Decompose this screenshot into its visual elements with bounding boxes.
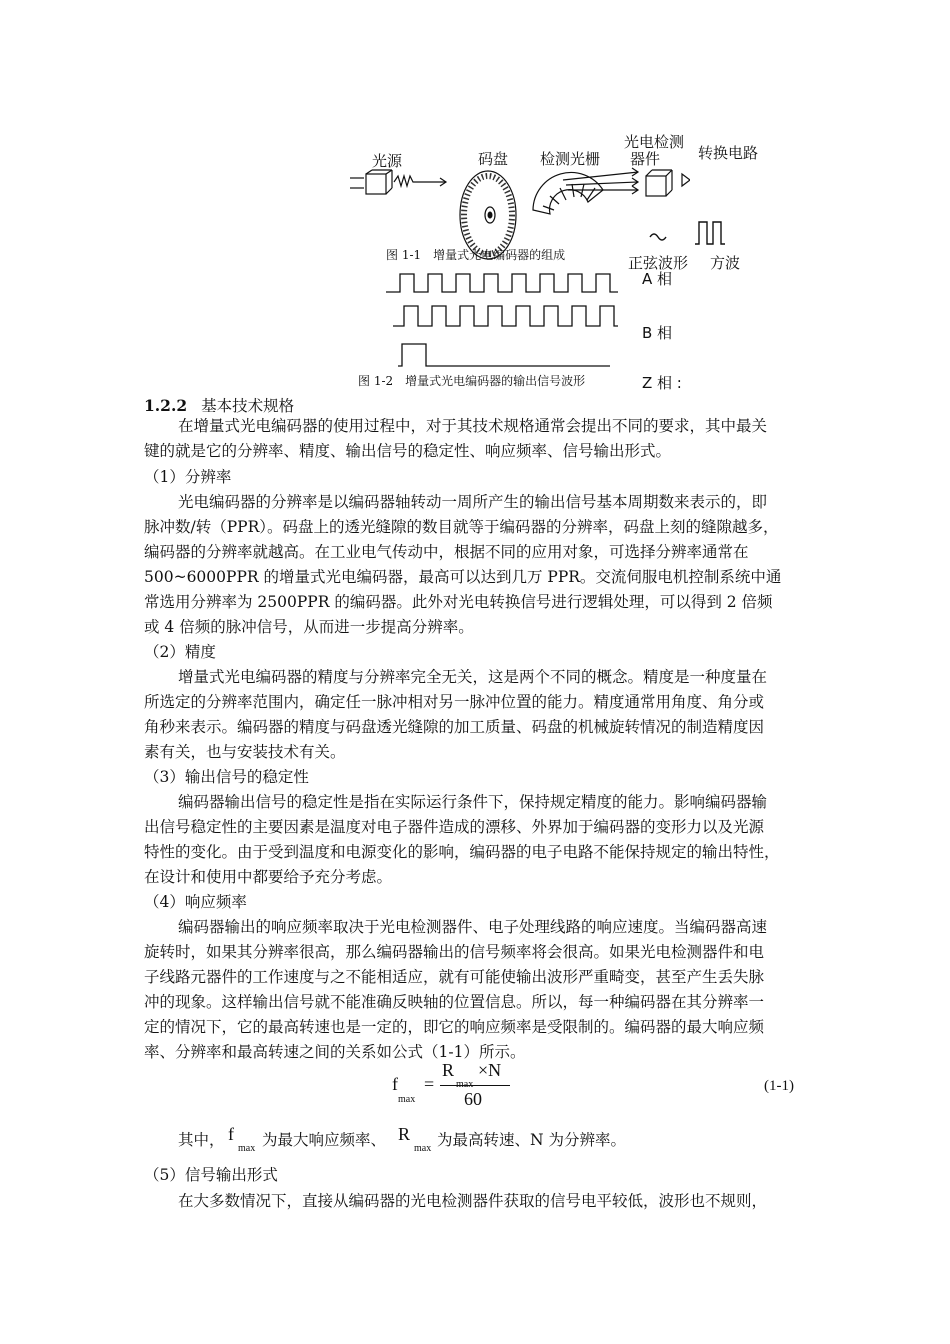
where-f: f [228,1124,234,1144]
item-5-title: （5）信号输出形式 [144,1166,278,1184]
light-source-label: 光源 [372,152,403,170]
grating-label: 检测光栅 [540,150,601,168]
item-4-line-2: 旋转时，如果其分辨率很高，那么编码器输出的信号频率将会很高。如果光电检测器件和电 [144,943,765,961]
formula-denominator: 60 [464,1089,482,1109]
item-2-line-2: 所选定的分辨率范围内，确定任一脉冲相对另一脉冲位置的能力。精度通常用角度、角分或 [144,693,765,711]
item-2-line-4: 素有关，也与安装技术有关。 [144,743,346,761]
section-title: 基本技术规格 [201,397,295,415]
phase-a-waveform [386,274,618,292]
photo-detector-label-line2: 器件 [630,150,661,168]
where-r-sub: max [414,1143,432,1154]
item-3-line-4: 在设计和使用中都要给予充分考虑。 [144,868,393,886]
encoder-figure [338,130,759,398]
where-mid: 为最大响应频率、 [262,1131,387,1149]
where-r: R [398,1124,411,1144]
intro-line-1: 在增量式光电编码器的使用过程中，对于其技术规格通常会提出不同的要求，其中最关 [178,417,768,435]
item-1-line-3: 编码器的分辨率就越高。在工业电气传动中，根据不同的应用对象，可选择分辨率通常在 [144,543,749,561]
item-2-line-1: 增量式光电编码器的精度与分辨率完全无关，这是两个不同的概念。精度是一种度量在 [178,668,768,686]
item-3-line-3: 特性的变化。由于受到温度和电源变化的影响，编码器的电子电路不能保持规定的输出特性， [144,843,780,861]
section-number: 1.2.2 [144,396,188,415]
grating-symbol [533,168,638,214]
square-wave-symbol [693,218,733,248]
item-5-line-1: 在大多数情况下，直接从编码器的光电检测器件获取的信号电平较低，波形也不规则， [178,1192,768,1210]
item-3-line-2: 出信号稳定性的主要因素是温度对电子器件造成的漂移、外界加于编码器的变形力以及光源 [144,818,765,836]
item-1-line-1: 光电编码器的分辨率是以编码器轴转动一周所产生的输出信号基本周期数来表示的，即 [178,493,768,511]
sine-wave-label: 正弦波形 [628,254,689,272]
item-4-title: （4）响应频率 [144,893,247,911]
intro-line-2: 键的就是它的分辨率、精度、输出信号的稳定性、响应频率、信号输出形式。 [144,442,672,460]
item-4-line-1: 编码器输出的响应频率取决于光电检测器件、电子处理线路的响应速度。当编码器高速 [178,918,768,936]
code-disc-label: 码盘 [478,150,509,168]
item-1-title: （1）分辨率 [144,468,232,486]
converter-symbol [682,174,690,186]
where-prefix: 其中， [178,1131,225,1149]
item-4-line-4: 冲的现象。这样输出信号就不能准确反映轴的位置信息。所以，每一种编码器在其分辨率一 [144,993,765,1011]
formula-numerator-times: ×N [478,1060,502,1080]
formula-equals: = [424,1074,435,1094]
photo-detector-symbol [646,170,672,196]
item-1-line-2: 脉冲数/转（PPR）。码盘上的透光缝隙的数目就等于编码器的分辨率，码盘上刻的缝隙越多， [144,518,779,536]
light-source-symbol [350,170,446,194]
where-tail: 为最高转速、N 为分辨率。 [437,1131,626,1149]
phase-b-label: B 相 [642,324,673,342]
phase-z-waveform [398,344,610,366]
item-2-title: （2）精度 [144,643,216,661]
where-f-sub: max [238,1143,256,1154]
item-4-line-6: 率、分辨率和最高转速之间的关系如公式（1-1）所示。 [144,1043,526,1061]
fraction-bar [440,1085,510,1086]
converter-label: 转换电路 [698,144,759,162]
photo-detector-label [624,134,684,168]
item-1-line-5: 常选用分辨率为 2500PPR 的编码器。此外对光电转换信号进行逻辑处理，可以得到 2 倍频 [144,593,773,611]
figure-1-2-caption: 图 1-2 增量式光电编码器的输出信号波形 [358,374,586,388]
phase-z-label: Z 相 : [642,374,682,392]
phase-b-waveform [393,306,618,326]
photo-detector-label-line1: 光电检测 [624,133,685,151]
item-3-line-1: 编码器输出信号的稳定性是指在实际运行条件下，保持规定精度的能力。影响编码器输 [178,793,768,811]
formula-numerator-r: R [442,1060,455,1080]
formula-lhs: f [392,1074,398,1094]
formula-lhs-sub: max [398,1094,416,1105]
item-2-line-3: 角秒来表示。编码器的精度与码盘透光缝隙的加工质量、码盘的机械旋转情况的制造精度因 [144,718,765,736]
square-wave-label: 方波 [710,254,741,272]
item-3-title: （3）输出信号的稳定性 [144,768,309,786]
phase-a-label: A 相 [642,270,673,288]
figure-1-1-caption: 图 1-1 增量式光电编码器的组成 [386,248,566,262]
formula-number: (1-1) [764,1078,794,1094]
item-1-line-6: 或 4 倍频的脉冲信号，从而进一步提高分辨率。 [144,618,474,636]
item-1-line-4: 500~6000PPR 的增量式光电编码器，最高可以达到几万 PPR。交流伺服电机控制系统中通 [144,568,782,586]
item-4-line-5: 定的情况下，它的最高转速也是一定的，即它的响应频率是受限制的。编码器的最大响应频 [144,1018,765,1036]
section-heading [144,394,294,416]
item-4-line-3: 子线路元器件的工作速度与之不能相适应，就有可能使输出波形严重畸变，甚至产生丢失脉 [144,968,765,986]
sine-wave-symbol [650,234,666,240]
